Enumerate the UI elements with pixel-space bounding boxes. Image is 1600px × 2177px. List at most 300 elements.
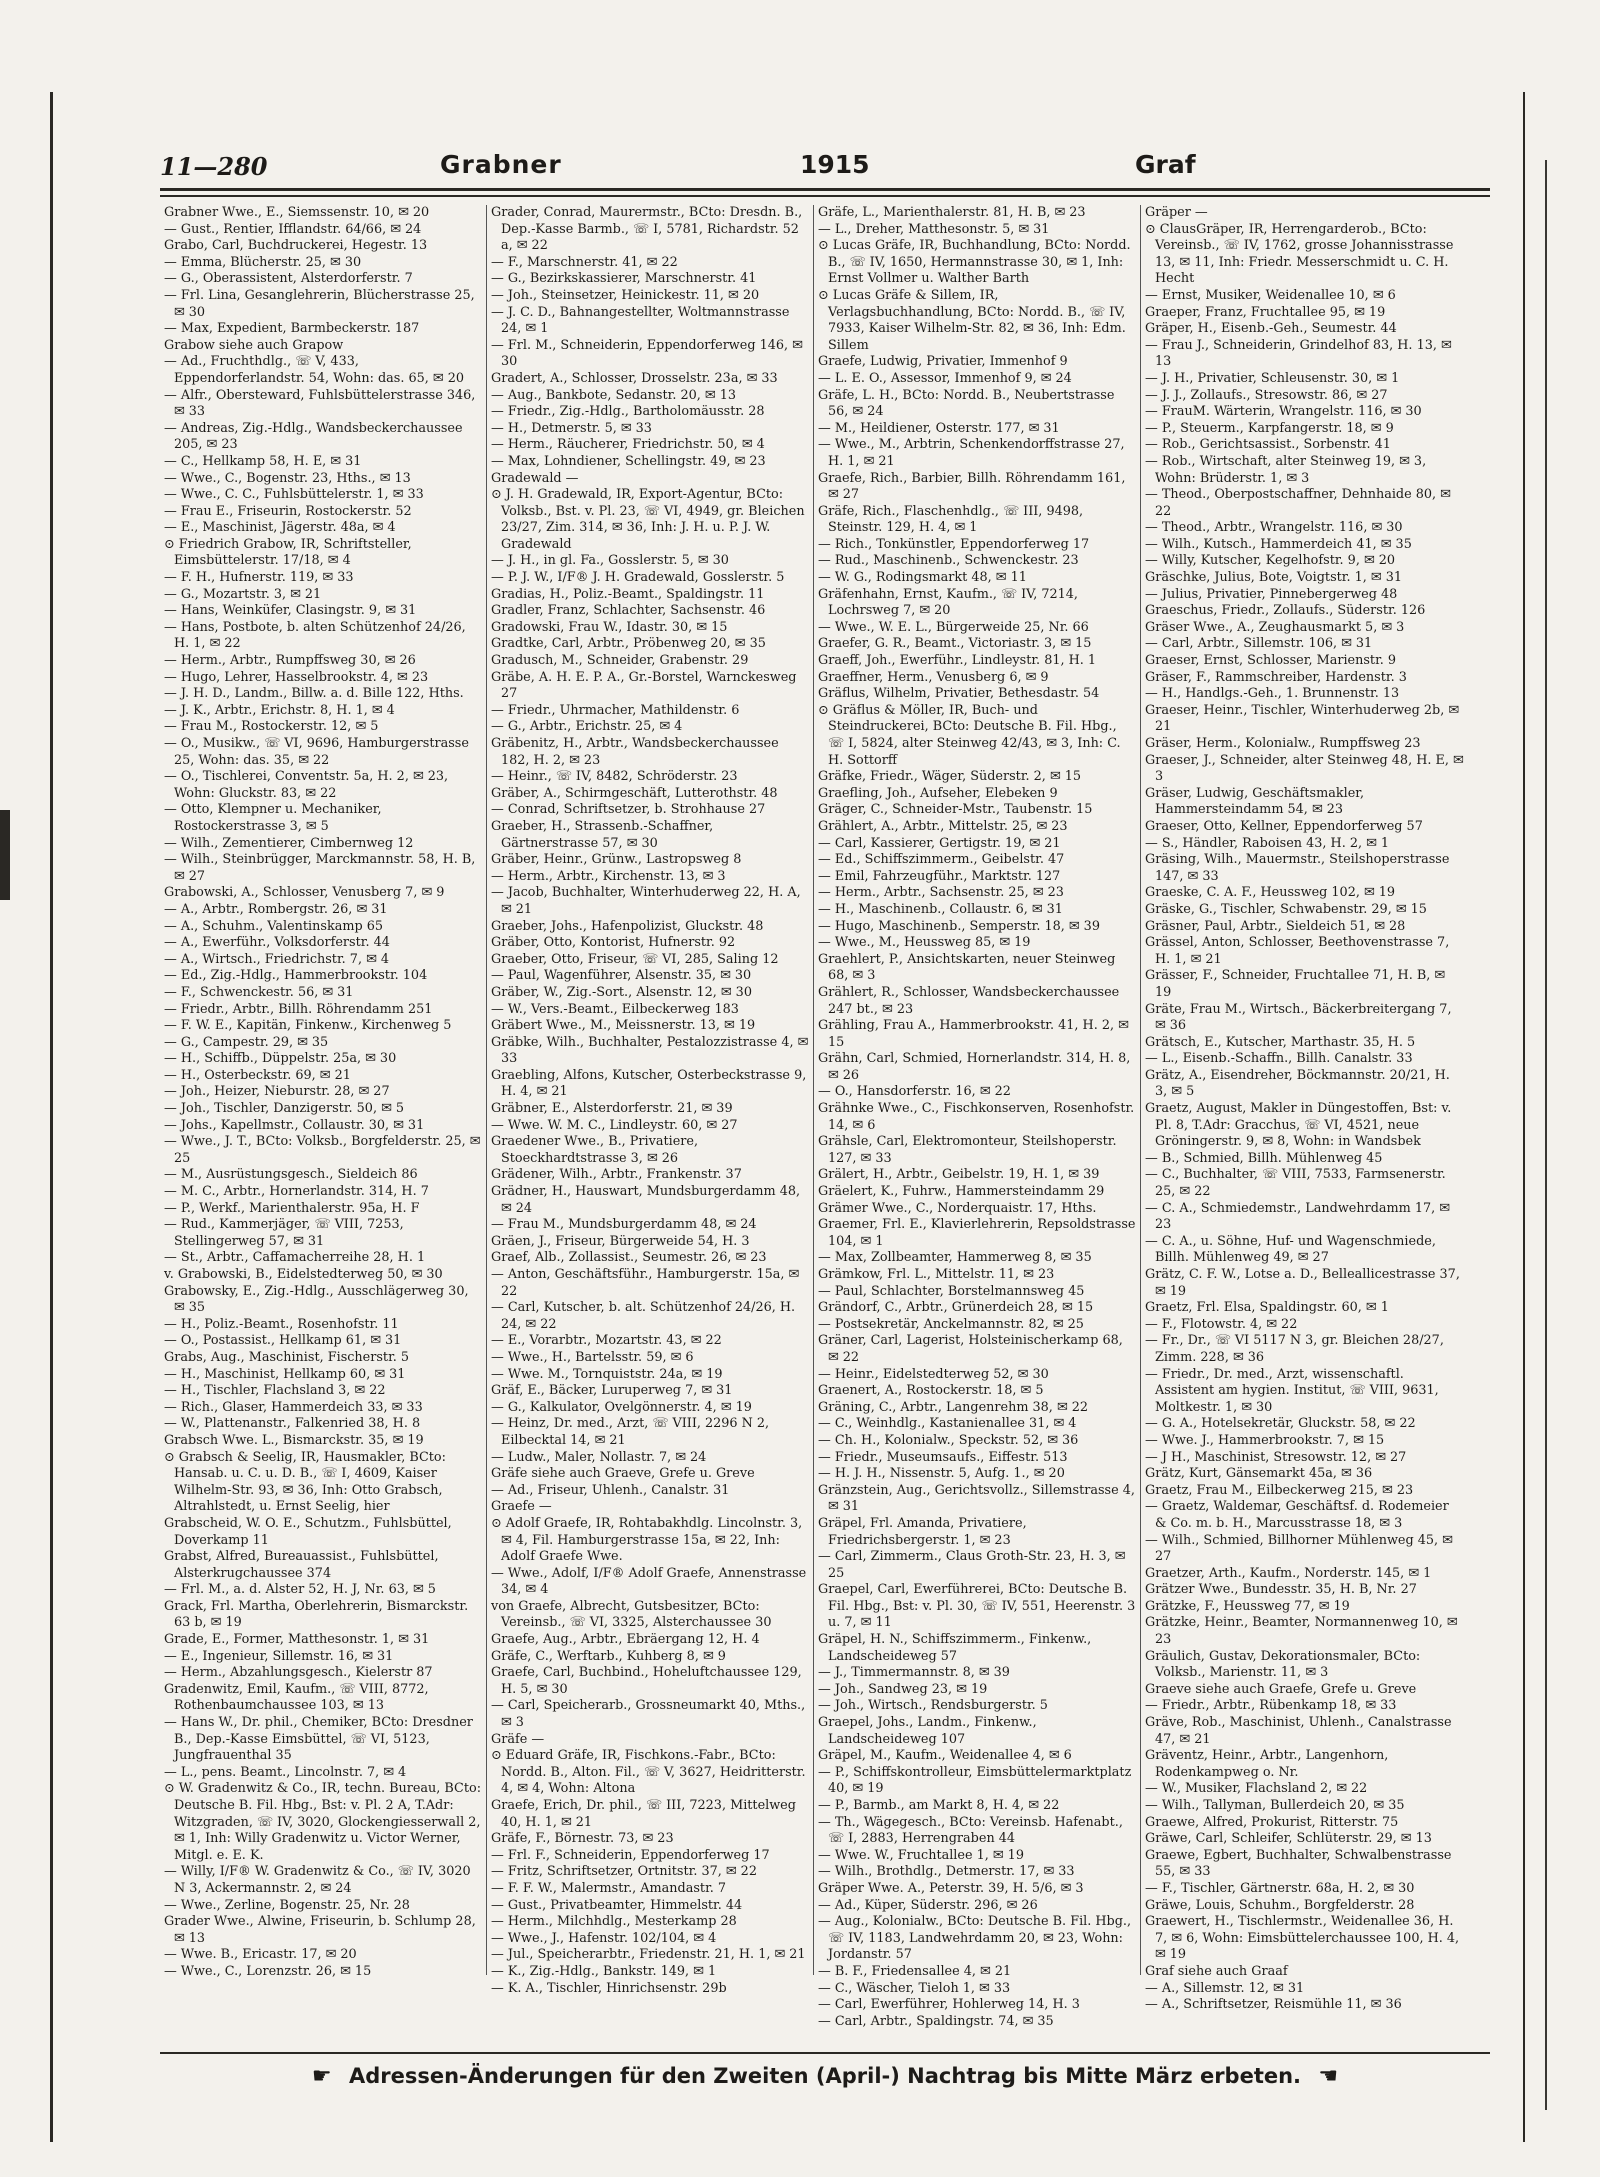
directory-entry: — A., Schuhm., Valentinskamp 65 [164, 918, 384, 934]
directory-entry: — Paul, Schlachter, Borstelmannsweg 45 [818, 1283, 1085, 1299]
binding-edge [1545, 160, 1547, 2110]
directory-entry: Gräber, Heinr., Grünw., Lastropsweg 8 [491, 852, 742, 868]
directory-entry: — Herm., Milchhdlg., Mesterkamp 28 [491, 1914, 737, 1930]
header-rule [160, 195, 1490, 197]
directory-entry: — W., Musiker, Flachsland 2, ✉ 22 [1145, 1781, 1368, 1797]
directory-entry: — A., Sillemstr. 12, ✉ 31 [1145, 1980, 1305, 1996]
directory-entry: — B., Schmied, Billh. Mühlenweg 45 [1145, 1150, 1383, 1166]
directory-entry: — Frau J., Schneiderin, Grindelhof 83, H. 13, ✉ 13 [1145, 337, 1452, 370]
directory-entry: — Herm., Räucherer, Friedrichstr. 50, ✉ 4 [491, 437, 765, 453]
directory-entry: Grader, Conrad, Maurermstr., BCto: Dresdn. B., Dep.-Kasse Barmb., ☏ I, 5781, Richardstr. 52 a, ✉ 22 [491, 205, 803, 254]
directory-entry: — F., Flotowstr. 4, ✉ 22 [1145, 1316, 1298, 1332]
directory-entry: — G., Campestr. 29, ✉ 35 [164, 1034, 329, 1050]
directory-entry: — H., Tischler, Flachsland 3, ✉ 22 [164, 1383, 386, 1399]
directory-entry: — FrauM. Wärterin, Wrangelstr. 116, ✉ 30 [1145, 404, 1422, 420]
directory-entry: — J. J., Zollaufs., Stresowstr. 86, ✉ 27 [1145, 387, 1388, 403]
directory-entry: — C. A., u. Söhne, Huf- und Wagenschmiede, Billh. Mühlenweg 49, ✉ 27 [1145, 1233, 1436, 1266]
directory-entry: Graeser, Otto, Kellner, Eppendorferweg 57 [1145, 818, 1423, 834]
directory-entry: — C., Weinhdlg., Kastanienallee 31, ✉ 4 [818, 1416, 1077, 1432]
directory-entry: — Wwe., Adolf, I/F® Adolf Graefe, Annenstrasse 34, ✉ 4 [491, 1565, 807, 1598]
directory-entry: — P., Barmb., am Markt 8, H. 4, ✉ 22 [818, 1798, 1060, 1813]
directory-entry: — W., Vers.-Beamt., Eilbeckerweg 183 [491, 1001, 739, 1017]
directory-entry: — Friedr., Zig.-Hdlg., Bartholomäusstr. 28 [491, 404, 765, 420]
directory-entry: — Rich., Glaser, Hammerdeich 33, ✉ 33 [164, 1399, 423, 1415]
directory-entry: Gräper, H., Eisenb.-Geh., Seumestr. 44 [1145, 321, 1397, 337]
directory-entry: Grählert, A., Arbtr., Mittelstr. 25, ✉ 23 [818, 818, 1068, 834]
directory-entry: Graefe — [491, 1499, 552, 1515]
directory-entry: — J. H., Privatier, Schleusenstr. 30, ✉ 1 [1145, 370, 1400, 386]
directory-entry: — M. C., Arbtr., Hornerlandstr. 314, H. 7 [164, 1184, 429, 1200]
directory-entry: — Frau E., Friseurin, Rostockerstr. 52 [164, 503, 412, 519]
directory-entry: — Jul., Speicherarbtr., Friedenstr. 21, H. 1, ✉ 21 [491, 1947, 806, 1963]
directory-entry: Gradert, A., Schlosser, Drosselstr. 23a, ✉ 33 [491, 370, 778, 386]
directory-entry: — C., Buchhalter, ☏ VIII, 7533, Farmsenerstr. 25, ✉ 22 [1145, 1167, 1446, 1200]
directory-entry: — Wwe., C., Lorenzstr. 26, ✉ 15 [164, 1963, 372, 1979]
directory-column-4 [1141, 205, 1468, 2013]
directory-entry: ⊙ Friedrich Grabow, IR, Schriftsteller, Eimsbüttelerstr. 17/18, ✉ 4 [164, 536, 412, 569]
directory-entry: Grändorf, C., Arbtr., Grünerdeich 28, ✉ 15 [818, 1300, 1094, 1316]
directory-entry: Graedener Wwe., B., Privatiere, Stoeckhardtstrasse 3, ✉ 26 [491, 1134, 699, 1166]
directory-entry: — Rob., Gerichtsassist., Sorbenstr. 41 [1145, 437, 1391, 453]
directory-entry: Gräve, Rob., Maschinist, Uhlenh., Canalstrasse 47, ✉ 21 [1145, 1715, 1452, 1747]
directory-entry: — Theod., Arbtr., Wrangelstr. 116, ✉ 30 [1145, 520, 1403, 536]
directory-entry: Grabst, Alfred, Bureauassist., Fuhlsbüttel, Alsterkrugchaussee 374 [164, 1549, 439, 1581]
directory-entry: Gradewald — [491, 470, 579, 486]
directory-entry: — Herm., Arbtr., Kirchenstr. 13, ✉ 3 [491, 868, 726, 884]
directory-entry: — Joh., Wirtsch., Rendsburgerstr. 5 [818, 1698, 1048, 1714]
directory-entry: Gräber, A., Schirmgeschäft, Lutterothstr. 48 [491, 785, 778, 801]
directory-entry: Graenert, A., Rostockerstr. 18, ✉ 5 [818, 1383, 1044, 1399]
directory-entry: — Carl, Speicherarb., Grossneumarkt 40, Mths., ✉ 3 [491, 1698, 806, 1731]
directory-entry: ⊙ Lucas Gräfe & Sillem, IR, Verlagsbuchhandlung, BCto: Nordd. B., ☏ IV, 7933, Kaiser Wilhelm-Str. 82, ✉ 36, Inh: Edm. Sillem [818, 287, 1126, 353]
directory-entry: — Wwe. W., Fruchtallee 1, ✉ 19 [818, 1847, 1024, 1863]
directory-entry: Graemer, Frl. E., Klavierlehrerin, Repsoldstrasse 104, ✉ 1 [818, 1217, 1136, 1249]
directory-entry: — O., Musikw., ☏ VI, 9696, Hamburgerstrasse 25, Wohn: das. 35, ✉ 22 [164, 736, 469, 768]
directory-entry: — Wwe., C., Bogenstr. 23, Hths., ✉ 13 [164, 470, 411, 486]
directory-entry: — L., pens. Beamt., Lincolnstr. 7, ✉ 4 [164, 1764, 407, 1780]
directory-entry: — O., Hansdorferstr. 16, ✉ 22 [818, 1084, 1011, 1100]
directory-entry: — Hugo, Lehrer, Hasselbrookstr. 4, ✉ 23 [164, 669, 429, 685]
directory-entry: — S., Händler, Raboisen 43, H. 2, ✉ 1 [1145, 835, 1390, 851]
directory-entry: Graetz, Frau M., Eilbeckerweg 215, ✉ 23 [1145, 1482, 1414, 1498]
directory-entry: — Paul, Wagenführer, Alsenstr. 35, ✉ 30 [491, 968, 752, 984]
directory-entry: Grätzke, Heinr., Beamter, Normannenweg 10, ✉ 23 [1145, 1615, 1458, 1648]
directory-entry: — H. J. H., Nissenstr. 5, Aufg. 1., ✉ 20 [818, 1466, 1065, 1482]
directory-entry: — Gust., Privatbeamter, Himmelstr. 44 [491, 1897, 743, 1913]
directory-entry: — Johs., Kapellmstr., Collaustr. 30, ✉ 31 [164, 1117, 425, 1133]
directory-entry: — P., Werkf., Marienthalerstr. 95a, H. F [164, 1200, 420, 1216]
directory-entry: — Wwe. M., Tornquiststr. 24a, ✉ 19 [491, 1366, 723, 1382]
directory-entry: Gräbner, E., Alsterdorferstr. 21, ✉ 39 [491, 1101, 733, 1117]
directory-entry: — Friedr., Dr. med., Arzt, wissenschaftl. Assistent am hygien. Institut, ☏ VIII, 9631, Moltkestr. 1, ✉ 30 [1145, 1366, 1439, 1415]
directory-entry: Gräser, Ludwig, Geschäftsmakler, Hammersteindamm 54, ✉ 23 [1145, 785, 1365, 818]
directory-entry: — J. H. D., Landm., Billw. a. d. Bille 122, Hths. [164, 686, 464, 702]
directory-entry: Graepel, Johs., Landm., Finkenw., Landscheideweg 107 [818, 1715, 1037, 1747]
directory-entry: — Hans, Postbote, b. alten Schützenhof 24/26, H. 1, ✉ 22 [164, 619, 466, 652]
directory-entry: Gräpel, Frl. Amanda, Privatiere, Friedrichsbergerstr. 1, ✉ 23 [818, 1515, 1027, 1548]
directory-entry: — Willy, Kutscher, Kegelhofstr. 9, ✉ 20 [1145, 553, 1396, 569]
directory-entry: — Rob., Wirtschaft, alter Steinweg 19, ✉ 3, Wohn: Brüderstr. 1, ✉ 3 [1145, 453, 1427, 486]
directory-entry: Graefe, Rich., Barbier, Billh. Röhrendamm 161, ✉ 27 [818, 470, 1126, 503]
directory-entry: Graewe, Egbert, Buchhalter, Schwalbenstrasse 55, ✉ 33 [1145, 1847, 1452, 1880]
directory-entry: Gräelert, K., Fuhrw., Hammersteindamm 29 [818, 1184, 1105, 1200]
directory-entry: Grabscheid, W. O. E., Schutzm., Fuhlsbüttel, Doverkamp 11 [164, 1515, 452, 1548]
directory-entry: — Wwe., C. C., Fuhlsbüttelerstr. 1, ✉ 33 [164, 487, 424, 503]
directory-entry: — Max, Lohndiener, Schellingstr. 49, ✉ 23 [491, 453, 766, 469]
directory-entry: Gränzstein, Aug., Gerichtsvollz., Sillemstrasse 4, ✉ 31 [818, 1482, 1135, 1515]
directory-entry: ⊙ W. Gradenwitz & Co., IR, techn. Bureau, BCto: Deutsche B. Fil. Hbg., Bst: v. Pl. 2 A, T.Adr: Witzgraden, ☏ IV, 3020, Glockengiesserwall 2, ✉ 1, Inh: Willy Gradenwitz u. Victor Werner, Mitgl. e. E. K. [164, 1781, 482, 1863]
directory-entry: — Ludw., Maler, Nollastr. 7, ✉ 24 [491, 1449, 707, 1465]
pointing-hand-left-icon: ☚ [1318, 2064, 1339, 2089]
directory-column-3 [814, 205, 1141, 2029]
directory-entry: — Ad., Fruchthdlg., ☏ V, 433, Eppendorferlandstr. 54, Wohn: das. 65, ✉ 20 [164, 354, 464, 386]
directory-entry: — Max, Zollbeamter, Hammerweg 8, ✉ 35 [818, 1250, 1092, 1266]
page-number: 11—280 [160, 152, 268, 181]
directory-columns [160, 205, 1490, 2029]
directory-entry: Gräber, W., Zig.-Sort., Alsenstr. 12, ✉ 30 [491, 984, 752, 1000]
directory-entry: — Wwe. W. M. C., Lindleystr. 60, ✉ 27 [491, 1117, 738, 1133]
directory-entry: — Heinr., ☏ IV, 8482, Schröderstr. 23 [491, 769, 738, 785]
directory-entry: Gräfe siehe auch Graeve, Grefe u. Greve [491, 1466, 755, 1482]
directory-entry: — H., Handlgs.-Geh., 1. Brunnenstr. 13 [1145, 686, 1400, 702]
directory-entry: — Wilh., Brothdlg., Detmerstr. 17, ✉ 33 [818, 1864, 1075, 1880]
directory-entry: — Ed., Zig.-Hdlg., Hammerbrookstr. 104 [164, 968, 428, 984]
directory-entry: Gräflus, Wilhelm, Privatier, Bethesdastr. 54 [818, 686, 1100, 702]
directory-entry: — W., Plattenanstr., Falkenried 38, H. 8 [164, 1416, 421, 1432]
directory-entry: — H., Maschinenb., Collaustr. 6, ✉ 31 [818, 901, 1063, 917]
scan-edge-mark [0, 810, 10, 900]
directory-entry: — Carl, Zimmerm., Claus Groth-Str. 23, H. 3, ✉ 25 [818, 1549, 1126, 1581]
directory-entry: ⊙ Adolf Graefe, IR, Rohtabakhdlg. Lincolnstr. 3, ✉ 4, Fil. Hamburgerstrasse 15a, ✉ 22, Inh: Adolf Graefe Wwe. [491, 1515, 803, 1565]
directory-entry: — F., Tischler, Gärtnerstr. 68a, H. 2, ✉ 30 [1145, 1880, 1415, 1896]
directory-entry: Gräbke, Wilh., Buchhalter, Pestalozzistrasse 4, ✉ 33 [491, 1034, 809, 1067]
directory-entry: Grabner Wwe., E., Siemssenstr. 10, ✉ 20 [164, 205, 430, 220]
directory-entry: Gräser, Herm., Kolonialw., Rumpffsweg 23 [1145, 736, 1421, 751]
directory-entry: — Friedr., Museumsaufs., Eiffestr. 513 [818, 1449, 1068, 1465]
directory-entry: Gräschke, Julius, Bote, Voigtstr. 1, ✉ 31 [1145, 570, 1402, 586]
directory-entry: — Ernst, Musiker, Weidenallee 10, ✉ 6 [1145, 287, 1396, 303]
directory-entry: Gräbe, A. H. E. P. A., Gr.-Borstel, Warnckesweg 27 [491, 669, 797, 702]
directory-entry: — Wwe., H., Bartelsstr. 59, ✉ 6 [491, 1349, 694, 1365]
directory-entry: — M., Ausrüstungsgesch., Sieldeich 86 [164, 1167, 418, 1183]
directory-entry: Graefe, Aug., Arbtr., Ebräergang 12, H. 4 [491, 1632, 760, 1648]
directory-entry: ⊙ Eduard Gräfe, IR, Fischkons.-Fabr., BCto: Nordd. B., Alton. Fil., ☏ V, 3627, Heidritterstr. 4, ✉ 4, Wohn: Altona [491, 1748, 806, 1797]
directory-entry: Grade, E., Former, Matthesonstr. 1, ✉ 31 [164, 1632, 430, 1648]
directory-entry: Gräpel, M., Kaufm., Weidenallee 4, ✉ 6 [818, 1748, 1072, 1764]
directory-entry: Grätsch, E., Kutscher, Marthastr. 35, H. 5 [1145, 1034, 1416, 1050]
directory-entry: — Alfr., Obersteward, Fuhlsbüttelerstrasse 346, ✉ 33 [164, 387, 476, 420]
directory-entry: — Wwe., W. E. L., Bürgerweide 25, Nr. 66 [818, 619, 1089, 635]
directory-entry: Grätz, C. F. W., Lotse a. D., Belleallicestrasse 37, ✉ 19 [1145, 1267, 1460, 1299]
directory-entry: — Carl, Arbtr., Sillemstr. 106, ✉ 31 [1145, 636, 1373, 652]
directory-entry: Grässer, F., Schneider, Fruchtallee 71, H. B, ✉ 19 [1145, 968, 1446, 1000]
directory-entry: — Wilh., Zementierer, Cimbernweg 12 [164, 835, 414, 851]
directory-entry: Gradtke, Carl, Arbtr., Pröbenweg 20, ✉ 35 [491, 636, 766, 652]
directory-entry: Graewe, Alfred, Prokurist, Ritterstr. 75 [1145, 1814, 1399, 1830]
directory-entry: Gräper Wwe. A., Peterstr. 39, H. 5/6, ✉ 3 [818, 1880, 1084, 1896]
directory-entry: — Wwe., M., Arbtrin, Schenkendorffstrasse 27, H. 1, ✉ 21 [818, 437, 1125, 469]
directory-entry: — Wwe. J., Hammerbrookstr. 7, ✉ 15 [1145, 1432, 1385, 1448]
directory-entry: — Postsekretär, Anckelmannstr. 82, ✉ 25 [818, 1316, 1084, 1332]
directory-entry: — Herm., Arbtr., Sachsenstr. 25, ✉ 23 [818, 885, 1064, 901]
directory-entry: — A., Ewerführ., Volksdorferstr. 44 [164, 935, 390, 951]
pointing-hand-right-icon: ☛ [311, 2064, 332, 2089]
directory-entry: — G., Bezirkskassierer, Marschnerstr. 41 [491, 271, 757, 287]
directory-entry: Gräser, F., Rammschreiber, Hardenstr. 3 [1145, 669, 1407, 685]
directory-entry: — Joh., Steinsetzer, Heinickestr. 11, ✉ 20 [491, 287, 760, 303]
directory-entry: — Wilh., Steinbrügger, Marckmannstr. 58, H. B, ✉ 27 [164, 852, 476, 884]
directory-entry: — St., Arbtr., Caffamacherreihe 28, H. 1 [164, 1250, 426, 1266]
directory-entry: Graefling, Joh., Aufseher, Elebeken 9 [818, 785, 1058, 801]
directory-entry: Grähn, Carl, Schmied, Hornerlandstr. 314, H. 8, ✉ 26 [818, 1051, 1131, 1083]
directory-entry: Grätz, A., Eisendreher, Böckmannstr. 20/21, H. 3, ✉ 5 [1145, 1067, 1450, 1100]
directory-entry: — J. K., Arbtr., Erichstr. 8, H. 1, ✉ 4 [164, 702, 395, 718]
directory-entry: Graeber, Johs., Hafenpolizist, Gluckstr. 48 [491, 918, 764, 934]
directory-entry: — K. A., Tischler, Hinrichsenstr. 29b [491, 1980, 727, 1996]
directory-entry: — Wilh., Kutsch., Hammerdeich 41, ✉ 35 [1145, 536, 1412, 552]
directory-entry: Grädener, Wilh., Arbtr., Frankenstr. 37 [491, 1167, 742, 1183]
directory-entry: — M., Heildiener, Osterstr. 177, ✉ 31 [818, 420, 1060, 436]
directory-entry: — Julius, Privatier, Pinnebergerweg 48 [1145, 586, 1398, 602]
directory-entry: — Willy, I/F® W. Gradenwitz & Co., ☏ IV, 3020 N 3, Ackermannstr. 2, ✉ 24 [164, 1864, 471, 1896]
directory-entry: Grabs, Aug., Maschinist, Fischerstr. 5 [164, 1349, 410, 1365]
directory-entry: — C., Wäscher, Tieloh 1, ✉ 33 [818, 1980, 1011, 1996]
directory-entry: Gräen, J., Friseur, Bürgerweide 54, H. 3 [491, 1233, 750, 1249]
directory-entry: Graetzer, Arth., Kaufm., Norderstr. 145, ✉ 1 [1145, 1565, 1432, 1581]
directory-entry: Gräske, G., Tischler, Schwabenstr. 29, ✉ 15 [1145, 901, 1427, 917]
directory-entry: ⊙ Lucas Gräfe, IR, Buchhandlung, BCto: Nordd. B., ☏ IV, 1650, Hermannstrasse 30, ✉ 1, Inh: Ernst Vollmer u. Walther Barth [818, 238, 1131, 287]
directory-entry: Grähsle, Carl, Elektromonteur, Steilshoperstr. 127, ✉ 33 [818, 1134, 1117, 1166]
directory-entry: — H., Detmerstr. 5, ✉ 33 [491, 420, 652, 436]
directory-entry: Gräper — [1145, 205, 1208, 220]
directory-entry: — J., Timmermannstr. 8, ✉ 39 [818, 1665, 1010, 1681]
running-head-left: Grabner [440, 150, 562, 179]
directory-entry: v. Grabowski, B., Eidelstedterweg 50, ✉ 30 [164, 1267, 443, 1282]
directory-entry: — Jacob, Buchhalter, Winterhuderweg 22, H. A, ✉ 21 [491, 885, 801, 917]
directory-entry: Graetz, August, Makler in Düngestoffen, Bst: v. Pl. 8, T.Adr: Gracchus, ☏ VI, 4521, neue Gröningerstr. 9, ✉ 8, Wohn: in Wandsbek [1145, 1101, 1452, 1150]
directory-entry: — Th., Wägegesch., BCto: Vereinsb. Hafenabt., ☏ I, 2883, Herrengraben 44 [818, 1814, 1123, 1847]
directory-entry: — H., Maschinist, Hellkamp 60, ✉ 31 [164, 1366, 406, 1382]
directory-entry: Gradias, H., Poliz.-Beamt., Spaldingstr. 11 [491, 586, 765, 602]
directory-entry: — Joh., Sandweg 23, ✉ 19 [818, 1681, 988, 1697]
directory-entry: — H., Poliz.-Beamt., Rosenhofstr. 11 [164, 1316, 399, 1332]
directory-entry: — Carl, Kutscher, b. alt. Schützenhof 24/26, H. 24, ✉ 22 [491, 1300, 796, 1332]
directory-entry: Graebling, Alfons, Kutscher, Osterbeckstrasse 9, H. 4, ✉ 21 [491, 1067, 807, 1100]
directory-entry: Graeff, Joh., Ewerführ., Lindleystr. 81, H. 1 [818, 653, 1097, 669]
directory-entry: — Herm., Arbtr., Rumpffsweg 30, ✉ 26 [164, 653, 416, 669]
directory-entry: Graefe, Ludwig, Privatier, Immenhof 9 [818, 354, 1068, 370]
directory-entry: Grätz, Kurt, Gänsemarkt 45a, ✉ 36 [1145, 1466, 1373, 1482]
directory-entry: — Frau M., Rostockerstr. 12, ✉ 5 [164, 719, 379, 735]
directory-entry: — G., Arbtr., Erichstr. 25, ✉ 4 [491, 719, 683, 735]
directory-entry: Grätzer Wwe., Bundesstr. 35, H. B, Nr. 27 [1145, 1582, 1417, 1598]
directory-entry: Grälert, H., Arbtr., Geibelstr. 19, H. 1, ✉ 39 [818, 1167, 1100, 1183]
directory-entry: Gräwe, Louis, Schuhm., Borgfelderstr. 28 [1145, 1897, 1415, 1913]
directory-entry: — K., Zig.-Hdlg., Bankstr. 149, ✉ 1 [491, 1963, 717, 1979]
directory-entry: — E., Ingenieur, Sillemstr. 16, ✉ 31 [164, 1648, 394, 1664]
directory-entry: Graeser, Ernst, Schlosser, Marienstr. 9 [1145, 653, 1397, 669]
directory-column-1 [160, 205, 487, 1979]
directory-entry: — L. E. O., Assessor, Immenhof 9, ✉ 24 [818, 370, 1072, 386]
directory-entry: — Hans W., Dr. phil., Chemiker, BCto: Dresdner B., Dep.-Kasse Eimsbüttel, ☏ VI, 5123, Jungfrauenthal 35 [164, 1715, 473, 1764]
directory-entry: — Ch. H., Kolonialw., Speckstr. 52, ✉ 36 [818, 1432, 1079, 1448]
directory-entry: — E., Vorarbtr., Mozartstr. 43, ✉ 22 [491, 1333, 722, 1349]
directory-column-2 [487, 205, 814, 1996]
directory-page [160, 148, 1490, 2048]
directory-entry: Graeser, Heinr., Tischler, Winterhuderweg 2b, ✉ 21 [1145, 702, 1460, 735]
directory-entry: — L., Dreher, Matthesonstr. 5, ✉ 31 [818, 221, 1050, 237]
page-year: 1915 [800, 150, 870, 179]
directory-entry: — O., Tischlerei, Conventstr. 5a, H. 2, ✉ 23, Wohn: Gluckstr. 83, ✉ 22 [164, 769, 449, 801]
footer-notice-text: Adressen-Änderungen für den Zweiten (April-) Nachtrag bis Mitte März erbeten. [348, 2064, 1302, 2088]
directory-entry: — Wilh., Schmied, Billhorner Mühlenweg 45, ✉ 27 [1145, 1532, 1453, 1565]
directory-entry: — Otto, Klempner u. Mechaniker, Rostockerstrasse 3, ✉ 5 [164, 802, 382, 834]
directory-entry: Graef, Alb., Zollassist., Seumestr. 26, ✉ 23 [491, 1250, 767, 1266]
directory-entry: Grabowski, A., Schlosser, Venusberg 7, ✉ 9 [164, 885, 445, 901]
directory-entry: Grädner, H., Hauswart, Mundsburgerdamm 48, ✉ 24 [491, 1184, 801, 1216]
directory-entry: — Carl, Kassierer, Gertigstr. 19, ✉ 21 [818, 835, 1061, 851]
directory-entry: Grämer Wwe., C., Norderquaistr. 17, Hths. [818, 1200, 1097, 1216]
directory-entry: — Fritz, Schriftsetzer, Ortnitstr. 37, ✉ 22 [491, 1864, 757, 1880]
running-head-right: Graf [1135, 150, 1196, 179]
directory-entry: Graeske, C. A. F., Heussweg 102, ✉ 19 [1145, 885, 1396, 901]
directory-entry: — Max, Expedient, Barmbeckerstr. 187 [164, 321, 420, 337]
directory-entry: — Wwe., J., Hafenstr. 102/104, ✉ 4 [491, 1930, 717, 1946]
directory-entry: — G., Mozartstr. 3, ✉ 21 [164, 586, 322, 602]
directory-entry: — Andreas, Zig.-Hdlg., Wandsbeckerchaussee 205, ✉ 23 [164, 420, 463, 453]
directory-entry: ⊙ Grabsch & Seelig, IR, Hausmakler, BCto: Hansab. u. C. u. D. B., ☏ I, 4609, Kaiser Wilhelm-Str. 93, ✉ 36, Inh: Otto Grabsch, Altrahlstedt, u. Ernst Seelig, hier [164, 1449, 446, 1515]
directory-entry: ⊙ Gräflus & Möller, IR, Buch- und Steindruckerei, BCto: Deutsche B. Fil. Hbg., ☏ I, 5824, alter Steinweg 42/43, ✉ 3, Inh: C. H. Sottorff [818, 702, 1121, 768]
directory-entry: — F. F. W., Malermstr., Amandastr. 7 [491, 1880, 727, 1896]
directory-entry: — F. H., Hufnerstr. 119, ✉ 33 [164, 570, 354, 586]
directory-entry: Gräfe, L. H., BCto: Nordd. B., Neubertstrasse 56, ✉ 24 [818, 387, 1115, 420]
directory-entry: Graepel, Carl, Ewerführerei, BCto: Deutsche B. Fil. Hbg., Bst: v. Pl. 30, ☏ IV, 551, Heerenstr. 3 u. 7, ✉ 11 [818, 1582, 1136, 1631]
directory-entry: — F., Schwenckestr. 56, ✉ 31 [164, 984, 354, 1000]
directory-entry: ⊙ J. H. Gradewald, IR, Export-Agentur, BCto: Volksb., Bst. v. Pl. 23, ☏ VI, 4949, gr. Bleichen 23/27, Zim. 314, ✉ 36, Inh: J. H. u. P. J. W. Gradewald [491, 487, 805, 552]
directory-entry: Graefer, G. R., Beamt., Victoriastr. 3, ✉ 15 [818, 636, 1092, 652]
directory-entry: Gräwe, Carl, Schleifer, Schlüterstr. 29, ✉ 13 [1145, 1831, 1432, 1847]
directory-entry: — G., Kalkulator, Ovelgönnerstr. 4, ✉ 19 [491, 1399, 752, 1415]
directory-entry: Gräfe, C., Werftarb., Kuhberg 8, ✉ 9 [491, 1648, 726, 1664]
directory-entry: — Ad., Friseur, Uhlenh., Canalstr. 31 [491, 1482, 730, 1498]
directory-entry: Gräner, Carl, Lagerist, Holsteinischerkamp 68, ✉ 22 [818, 1333, 1123, 1365]
directory-entry: — Friedr., Uhrmacher, Mathildenstr. 6 [491, 702, 740, 718]
directory-entry: — Frl. F., Schneiderin, Eppendorferweg 17 [491, 1847, 770, 1863]
directory-entry: — Theod., Oberpostschaffner, Dehnhaide 80, ✉ 22 [1145, 487, 1451, 519]
directory-entry: Grabowsky, E., Zig.-Hdlg., Ausschlägerweg 30, ✉ 35 [164, 1283, 469, 1316]
directory-entry: — Friedr., Arbtr., Rübenkamp 18, ✉ 33 [1145, 1698, 1397, 1714]
directory-entry: — Friedr., Arbtr., Billh. Röhrendamm 251 [164, 1001, 433, 1017]
directory-entry: — Aug., Kolonialw., BCto: Deutsche B. Fil. Hbg., ☏ IV, 1183, Landwehrdamm 20, ✉ 23, Wohn: Jordanstr. 57 [818, 1914, 1132, 1963]
directory-entry: Gräfke, Friedr., Wäger, Süderstr. 2, ✉ 15 [818, 769, 1082, 785]
directory-entry: — Hans, Weinküfer, Clasingstr. 9, ✉ 31 [164, 603, 417, 619]
directory-entry: Gräventz, Heinr., Arbtr., Langenhorn, Rodenkampweg o. Nr. [1145, 1748, 1389, 1780]
directory-entry: Gräbenitz, H., Arbtr., Wandsbeckerchaussee 182, H. 2, ✉ 23 [491, 736, 779, 768]
page-header [160, 148, 1490, 191]
directory-entry: — Joh., Tischler, Danzigerstr. 50, ✉ 5 [164, 1101, 405, 1117]
directory-entry: Gräulich, Gustav, Dekorationsmaler, BCto: Volksb., Marienstr. 11, ✉ 3 [1145, 1648, 1421, 1681]
directory-entry: — Wwe., J. T., BCto: Volksb., Borgfelderstr. 25, ✉ 25 [164, 1134, 481, 1166]
directory-entry: Gräfe — [491, 1731, 545, 1747]
directory-entry: — C. A., Schmiedemstr., Landwehrdamm 17, ✉ 23 [1145, 1200, 1451, 1233]
directory-entry: Gräfenhahn, Ernst, Kaufm., ☏ IV, 7214, Lochrsweg 7, ✉ 20 [818, 586, 1078, 619]
directory-entry: — Wilh., Tallyman, Bullerdeich 20, ✉ 35 [1145, 1798, 1405, 1813]
directory-entry: Grässel, Anton, Schlosser, Beethovenstrasse 7, H. 1, ✉ 21 [1145, 935, 1450, 967]
directory-entry: — Frl. M., a. d. Alster 52, H. J, Nr. 63, ✉ 5 [164, 1582, 436, 1598]
directory-entry: — Wwe., Zerline, Bogenstr. 25, Nr. 28 [164, 1897, 410, 1913]
directory-entry: — A., Schriftsetzer, Reismühle 11, ✉ 36 [1145, 1997, 1402, 2013]
directory-entry: Graeffner, Herm., Venusberg 6, ✉ 9 [818, 669, 1049, 685]
directory-entry: Gräbert Wwe., M., Meissnerstr. 13, ✉ 19 [491, 1018, 756, 1034]
directory-entry: Grähnke Wwe., C., Fischkonserven, Rosenhofstr. 14, ✉ 6 [818, 1101, 1135, 1133]
directory-entry: — Heinr., Eidelstedterweg 52, ✉ 30 [818, 1366, 1049, 1382]
directory-entry: — Anton, Geschäftsführ., Hamburgerstr. 15a, ✉ 22 [491, 1267, 800, 1299]
directory-entry: — Conrad, Schriftsetzer, b. Strohhause 27 [491, 802, 766, 818]
directory-entry: — B. F., Friedensallee 4, ✉ 21 [818, 1963, 1012, 1979]
directory-entry: — G. A., Hotelsekretär, Gluckstr. 58, ✉ 22 [1145, 1416, 1416, 1432]
directory-entry: — O., Postassist., Hellkamp 61, ✉ 31 [164, 1333, 402, 1349]
directory-entry: Gradenwitz, Emil, Kaufm., ☏ VIII, 8772, Rothenbaumchaussee 103, ✉ 13 [164, 1681, 429, 1714]
directory-entry: Graehlert, P., Ansichtskarten, neuer Steinweg 68, ✉ 3 [818, 951, 1116, 984]
directory-entry: von Graefe, Albrecht, Gutsbesitzer, BCto: Vereinsb., ☏ VI, 3325, Alsterchaussee 30 [491, 1598, 772, 1631]
directory-entry: — A., Arbtr., Rombergstr. 26, ✉ 31 [164, 901, 388, 917]
directory-entry: Graefe, Erich, Dr. phil., ☏ III, 7223, Mittelweg 40, H. 1, ✉ 21 [491, 1798, 796, 1830]
directory-entry: — Frl. Lina, Gesanglehrerin, Blücherstrasse 25, ✉ 30 [164, 287, 475, 320]
directory-entry: — Frau M., Mundsburgerdamm 48, ✉ 24 [491, 1217, 757, 1233]
directory-entry: — J. H., in gl. Fa., Gosslerstr. 5, ✉ 30 [491, 553, 729, 569]
directory-entry: — J H., Maschinist, Stresowstr. 12, ✉ 27 [1145, 1449, 1407, 1465]
directory-entry: — Hugo, Maschinenb., Semperstr. 18, ✉ 39 [818, 918, 1100, 934]
directory-entry: Gräfe, Rich., Flaschenhdlg., ☏ III, 9498, Steinstr. 129, H. 4, ✉ 1 [818, 503, 1084, 536]
directory-entry: Grader Wwe., Alwine, Friseurin, b. Schlump 28, ✉ 13 [164, 1914, 476, 1946]
directory-entry: Gräf, E., Bäcker, Luruperweg 7, ✉ 31 [491, 1383, 733, 1399]
directory-entry: Gradusch, M., Schneider, Grabenstr. 29 [491, 653, 749, 669]
directory-entry: — F. W. E., Kapitän, Finkenw., Kirchenweg 5 [164, 1018, 452, 1034]
directory-entry: Gräfe, L., Marienthalerstr. 81, H. B, ✉ 23 [818, 205, 1086, 220]
directory-entry: Grabsch Wwe. L., Bismarckstr. 35, ✉ 19 [164, 1432, 424, 1448]
directory-entry: Gräte, Frau M., Wirtsch., Bäckerbreitergang 7, ✉ 36 [1145, 1001, 1452, 1034]
directory-entry: Graf siehe auch Graaf [1145, 1963, 1288, 1979]
directory-entry: — P., Schiffskontrolleur, Eimsbüttelermarktplatz 40, ✉ 19 [818, 1764, 1132, 1797]
directory-entry: Grabow siehe auch Grapow [164, 337, 344, 353]
directory-entry: — H., Schiffb., Düppelstr. 25a, ✉ 30 [164, 1051, 397, 1067]
directory-entry: Grätzke, F., Heussweg 77, ✉ 19 [1145, 1598, 1350, 1614]
directory-entry: — Graetz, Waldemar, Geschäftsf. d. Rodemeier & Co. m. b. H., Marcusstrasse 18, ✉ 3 [1145, 1499, 1449, 1531]
directory-entry: Grack, Frl. Martha, Oberlehrerin, Bismarckstr. 63 b, ✉ 19 [164, 1598, 469, 1631]
directory-entry: Gräpel, H. N., Schiffszimmerm., Finkenw., Landscheideweg 57 [818, 1632, 1092, 1664]
directory-entry: Graewert, H., Tischlermstr., Weidenallee 36, H. 7, ✉ 6, Wohn: Eimsbüttelerchaussee 100, H. 4, ✉ 19 [1145, 1914, 1460, 1963]
directory-entry: Gräser Wwe., A., Zeughausmarkt 5, ✉ 3 [1145, 619, 1405, 635]
directory-entry: — Ed., Schiffszimmerm., Geibelstr. 47 [818, 852, 1065, 868]
directory-entry: — A., Wirtsch., Friedrichstr. 7, ✉ 4 [164, 951, 390, 967]
directory-entry: — J. C. D., Bahnangestellter, Woltmannstrasse 24, ✉ 1 [491, 304, 790, 337]
directory-entry: Graeschus, Friedr., Zollaufs., Süderstr. 126 [1145, 603, 1426, 619]
directory-entry: Gräger, C., Schneider-Mstr., Taubenstr. 15 [818, 802, 1093, 818]
directory-entry: Graeber, Otto, Friseur, ☏ VI, 285, Saling 12 [491, 951, 779, 967]
directory-entry: Gräsing, Wilh., Mauermstr., Steilshoperstrasse 147, ✉ 33 [1145, 852, 1450, 884]
directory-entry: Graeber, H., Strassenb.-Schaffner, Gärtnerstrasse 57, ✉ 30 [491, 818, 714, 851]
directory-entry: — Fr., Dr., ☏ VI 5117 N 3, gr. Bleichen 28/27, Zimm. 228, ✉ 36 [1145, 1333, 1444, 1365]
directory-entry: — Rich., Tonkünstler, Eppendorferweg 17 [818, 536, 1090, 552]
directory-entry: Graeper, Franz, Fruchtallee 95, ✉ 19 [1145, 304, 1386, 320]
directory-entry: — Carl, Ewerführer, Hohlerweg 14, H. 3 [818, 1997, 1080, 2013]
directory-entry: Graeve siehe auch Graefe, Grefe u. Greve [1145, 1681, 1417, 1697]
directory-entry: — Carl, Arbtr., Spaldingstr. 74, ✉ 35 [818, 2013, 1054, 2029]
directory-entry: — Aug., Bankbote, Sedanstr. 20, ✉ 13 [491, 387, 736, 403]
directory-entry: Graefe, Carl, Buchbind., Hoheluftchaussee 129, H. 5, ✉ 30 [491, 1665, 802, 1697]
directory-entry: — Emma, Blücherstr. 25, ✉ 30 [164, 254, 362, 270]
directory-entry: — Ad., Küper, Süderstr. 296, ✉ 26 [818, 1897, 1038, 1913]
